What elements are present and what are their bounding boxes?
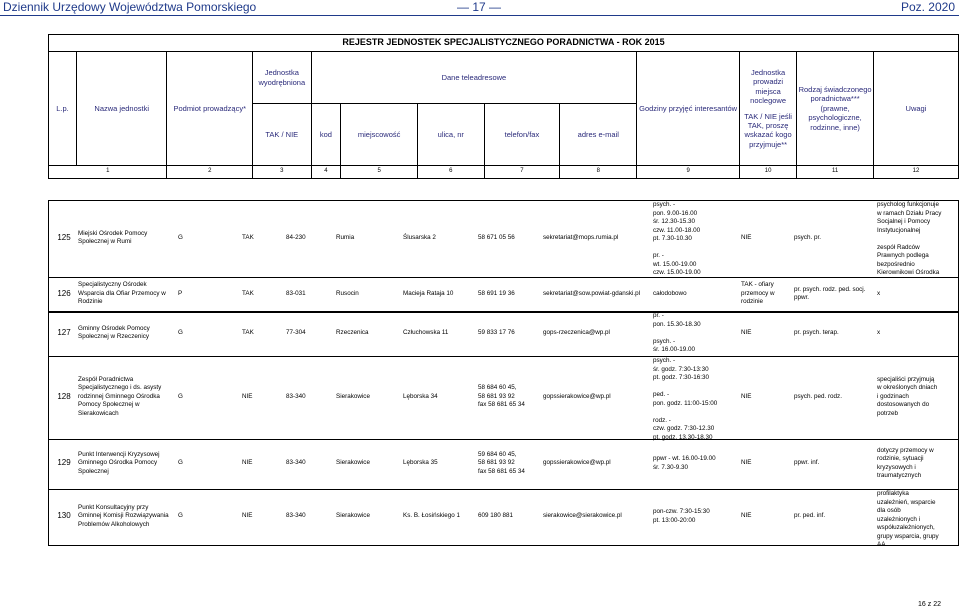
cell-line: x	[877, 328, 881, 336]
cell-notes	[877, 490, 959, 550]
cell-line: czw. 11.00-18.00	[653, 226, 701, 234]
cell-line	[653, 383, 739, 392]
cell-line: rodzinie, sytuacji	[877, 455, 924, 462]
colnum: 10	[739, 166, 796, 179]
cell-line: śr. 16.00-19.00	[653, 346, 696, 353]
cell-hours	[653, 508, 739, 525]
cell-line: psych. -	[653, 357, 676, 364]
cell-line: Instytucjonalnej	[877, 226, 921, 234]
cell-line: Zespół Poradnictwa	[78, 375, 134, 383]
cell-line: psych. -	[653, 337, 676, 345]
cell-operator: G	[178, 459, 183, 467]
header-separate-sub: TAK / NIE	[253, 104, 312, 166]
cell-line: Miejski Ośrodek Pomocy	[78, 229, 148, 237]
colnum: 11	[797, 166, 874, 179]
cell-overnight	[741, 459, 791, 468]
cell-code: 77-304	[286, 328, 306, 336]
cell-line: Społecznej	[78, 467, 109, 475]
cell-line: i godzinach	[877, 392, 909, 400]
cell-overnight	[741, 512, 791, 521]
cell-line	[653, 408, 739, 417]
cell-counsel	[794, 234, 876, 243]
column-numbers-row	[49, 166, 959, 179]
cell-city: Rumia	[336, 233, 355, 241]
cell-overnight	[741, 329, 791, 338]
cell-operator: G	[178, 328, 183, 336]
cell-email[interactable]: sekretariat@mops.rumia.pl	[543, 233, 619, 241]
cell-lp: 125	[57, 232, 71, 242]
cell-counsel	[794, 393, 876, 402]
position-number: Poz. 2020	[900, 0, 955, 14]
cell-counsel	[794, 329, 876, 338]
cell-line: śr. 7.30-9.30	[653, 463, 689, 471]
header-rule	[0, 15, 959, 16]
cell-hours	[653, 455, 739, 472]
cell-line: potrzeb	[877, 409, 899, 417]
cell-lp: 127	[57, 327, 71, 337]
cell-line: NIE	[741, 328, 752, 336]
page-of: 16 z 22	[918, 601, 941, 608]
cell-city: Sierakowice	[336, 459, 370, 467]
cell-line: bezpośrednio	[877, 260, 915, 268]
cell-hours	[653, 201, 739, 278]
cell-line: ped. -	[653, 391, 670, 398]
cell-line: 609 180 881	[478, 512, 514, 520]
cell-line: ppwr.	[794, 294, 810, 301]
cell-line: Gminnego Ośrodka Pomocy	[78, 459, 158, 467]
colnum: 8	[560, 166, 637, 179]
cell-line: psycholog funkcjonuje	[877, 201, 939, 208]
cell-name	[78, 504, 176, 530]
header-email: adres e-mail	[560, 104, 637, 166]
cell-name	[78, 451, 176, 477]
colnum: 2	[167, 166, 253, 179]
cell-hours	[653, 312, 739, 355]
cell-line: Społecznej w Rzeczenicy	[78, 333, 150, 340]
cell-line: uzależnień, wsparcie	[877, 498, 936, 506]
cell-phone	[478, 234, 542, 243]
colnum: 6	[418, 166, 484, 179]
cell-line: 58 681 93 92	[478, 459, 515, 467]
cell-line: NIE	[741, 392, 752, 400]
cell-city: Rzeczenica	[336, 328, 369, 336]
header-lp: L.p.	[49, 52, 77, 166]
cell-phone	[478, 512, 542, 521]
cell-line: x	[877, 289, 881, 297]
colnum: 3	[253, 166, 312, 179]
cell-code: 83-340	[286, 392, 306, 400]
cell-city: Sierakowice	[336, 392, 370, 400]
colnum: 1	[49, 166, 167, 179]
cell-overnight	[741, 281, 791, 307]
cell-line: Prawnych podlega	[877, 252, 929, 259]
cell-separate: TAK	[242, 233, 254, 241]
cell-lp: 130	[57, 511, 71, 521]
cell-line: pon. 15.30-18.30	[653, 320, 701, 328]
cell-overnight	[741, 393, 791, 402]
cell-line: śr. godz. 7:30-13:30	[653, 365, 709, 373]
cell-line: 58 671 05 56	[478, 233, 515, 241]
header-code: kod	[311, 104, 341, 166]
cell-line: rodzinnej Gminnego Ośrodka	[78, 392, 160, 400]
cell-line: pon-czw. 7:30-15:30	[653, 508, 710, 515]
cell-line: NIE	[741, 233, 752, 241]
cell-line: ppwr. inf.	[794, 459, 820, 467]
cell-line: 58 691 19 36	[478, 289, 515, 297]
cell-line: NIE	[741, 459, 752, 467]
cell-line	[877, 235, 959, 244]
header-hours: Godziny przyjęć interesantów	[637, 52, 740, 166]
cell-code: 83-340	[286, 459, 306, 467]
cell-separate: NIE	[242, 392, 253, 400]
cell-line: NIE	[741, 512, 752, 520]
header-operator: Podmiot prowadzący*	[167, 52, 253, 166]
cell-line: 58 681 93 92	[478, 392, 515, 400]
cell-phone	[478, 451, 542, 477]
cell-operator: P	[178, 289, 183, 297]
cell-line: pt. 7.30-10.30	[653, 235, 692, 242]
header-separate-unit: Jednostka wyodrębniona	[253, 52, 312, 104]
cell-notes	[877, 290, 959, 299]
cell-line: pt. godz. 7:30-16:30	[653, 374, 710, 381]
cell-line: Pomocy Społecznej w	[78, 401, 140, 409]
cell-line: Specjalistycznego i ds. asysty	[78, 384, 162, 392]
cell-line: psych. ped. rodz.	[794, 392, 842, 400]
cell-email[interactable]: sekretariat@sow.powiat-gdanski.pl	[543, 289, 641, 297]
cell-line: Społecznej w Rumi	[78, 238, 132, 245]
cell-line: profilaktyka	[877, 490, 909, 497]
cell-line: pt. 13:00-20:00	[653, 516, 696, 524]
cell-line: dostosowanych do	[877, 401, 930, 409]
cell-counsel	[794, 286, 876, 303]
cell-operator: G	[178, 392, 183, 400]
cell-name	[78, 281, 176, 307]
register-header	[48, 34, 959, 179]
cell-line: kryzysowych i	[877, 463, 916, 471]
cell-line	[653, 329, 739, 338]
cell-line: czw. godz. 7:30-12.30	[653, 425, 715, 432]
cell-operator: G	[178, 233, 183, 241]
cell-name	[78, 376, 176, 419]
page-number: — 17 —	[457, 0, 502, 14]
cell-line: Gminnej Komisji Rozwiązywania	[78, 512, 169, 520]
colnum: 9	[637, 166, 740, 179]
cell-hours	[653, 357, 739, 442]
cell-line: pon. godz. 11:00-15:00	[653, 399, 718, 407]
header-city: miejscowość	[341, 104, 418, 166]
cell-line: w określonych dniach	[877, 384, 938, 392]
cell-code: 84-230	[286, 233, 306, 241]
header-phone: telefon/fax	[484, 104, 560, 166]
cell-line: fax 58 681 65 34	[478, 401, 525, 409]
colnum: 7	[484, 166, 560, 179]
cell-line: Gminny Ośrodek Pomocy	[78, 324, 150, 332]
cell-line: pr. psych. terap.	[794, 328, 839, 336]
cell-city: Rusocin	[336, 289, 359, 297]
cell-line: dotyczy przemocy w	[877, 446, 934, 454]
cell-counsel	[794, 512, 876, 521]
cell-name	[78, 325, 176, 342]
cell-code: 83-340	[286, 512, 306, 520]
cell-line: Specjalistyczny Ośrodek	[78, 281, 147, 289]
cell-line: pr. ped. inf.	[794, 512, 826, 520]
cell-street: Lęborska 34	[403, 392, 438, 400]
cell-lp: 129	[57, 458, 71, 468]
cell-line: rodz. -	[653, 416, 671, 424]
cell-counsel	[794, 459, 876, 468]
colnum: 4	[311, 166, 341, 179]
cell-line: 59 833 17 76	[478, 328, 515, 336]
colnum: 5	[341, 166, 418, 179]
cell-separate: TAK	[242, 289, 254, 297]
cell-line: specjaliści przyjmują	[877, 375, 935, 383]
cell-line: wt. 15.00-19.00	[653, 260, 697, 268]
cell-line: 58 684 60 45,	[478, 384, 517, 392]
cell-line: ppwr - wt. 16.00-19.00	[653, 455, 716, 462]
cell-city: Sierakowice	[336, 512, 370, 520]
cell-email[interactable]: gopssierakowice@wp.pl	[543, 392, 611, 400]
cell-line: 59 684 60 45,	[478, 450, 517, 458]
cell-line: psych. -	[653, 201, 676, 208]
header-overnight-main: Jednostka prowadzi miejsca noclegowe	[750, 68, 787, 106]
cell-line: grupy wsparcia, grupy	[877, 532, 939, 540]
cell-line: pr. -	[653, 252, 664, 259]
cell-line: w ramach Działu Pracy	[877, 209, 942, 217]
cell-line: fax 58 681 65 34	[478, 467, 525, 475]
cell-line: traumatycznych	[877, 472, 922, 479]
cell-line: Punkt Interwencji Kryzysowej	[78, 450, 160, 458]
header-counsel: Rodzaj świadczonego poradnictwa*** (prawne, psychologiczne, rodzinne, inne)	[797, 52, 874, 166]
cell-separate: TAK	[242, 328, 254, 336]
cell-line: współuzależnionych,	[877, 524, 935, 531]
register-title: REJESTR JEDNOSTEK SPECJALISTYCZNEGO PORADNICTWA - ROK 2015	[49, 35, 959, 52]
header-address-group: Dane teleadresowe	[311, 52, 637, 104]
cell-line: przemocy w	[741, 289, 775, 297]
header-name: Nazwa jednostki	[76, 52, 167, 166]
cell-phone	[478, 329, 542, 338]
cell-line: Kierownikowi Ośrodka	[877, 269, 940, 276]
cell-street: Macieja Rataja 10	[403, 289, 454, 297]
cell-street: Ks. B. Łosińskiego 1	[403, 512, 461, 520]
header-street: ulica, nr	[418, 104, 484, 166]
cell-overnight	[741, 234, 791, 243]
cell-email[interactable]: gopssierakowice@wp.pl	[543, 459, 611, 467]
cell-line: pr. -	[653, 312, 664, 319]
cell-line: Rodzinie	[78, 298, 103, 306]
cell-notes	[877, 447, 959, 481]
cell-phone	[478, 384, 542, 410]
header-overnight	[739, 52, 796, 166]
header-notes: Uwagi	[873, 52, 958, 166]
cell-lp: 126	[57, 288, 71, 298]
cell-notes	[877, 329, 959, 338]
cell-separate: NIE	[242, 459, 253, 467]
cell-line: pr. psych. rodz. ped. socj.	[794, 285, 866, 293]
cell-line: rodzinie	[741, 298, 764, 306]
cell-street: Lęborska 35	[403, 459, 438, 467]
cell-line: AA	[877, 541, 886, 548]
cell-separate: NIE	[242, 512, 253, 520]
cell-notes	[877, 201, 959, 278]
cell-email[interactable]: sierakowice@sierakowice.pl	[543, 512, 622, 520]
cell-line: pt. godz. 13.30-18.30	[653, 433, 713, 441]
cell-street: Ślusarska 2	[403, 233, 436, 241]
cell-line: Sierakowicach	[78, 409, 119, 417]
cell-line: śr. 12.30-15.30	[653, 218, 696, 225]
cell-notes	[877, 376, 959, 419]
cell-code: 83-031	[286, 289, 306, 297]
cell-line: Punkt Konsultacyjny przy	[78, 503, 149, 511]
cell-line: TAK - ofiary	[741, 281, 774, 289]
cell-street: Człuchowska 11	[403, 328, 449, 336]
cell-email[interactable]: gops-rzeczenica@wp.pl	[543, 328, 610, 336]
cell-line: pon. 9.00-16.00	[653, 209, 698, 217]
cell-phone	[478, 290, 542, 299]
cell-line: Problemów Alkoholowych	[78, 520, 150, 528]
cell-line: uzależnionych i	[877, 515, 921, 523]
cell-line: zespół Radców	[877, 243, 920, 251]
colnum: 12	[873, 166, 958, 179]
cell-name	[78, 230, 176, 247]
cell-line: Wsparcia dla Ofiar Przemocy w	[78, 289, 166, 297]
cell-hours	[653, 290, 739, 299]
cell-lp: 128	[57, 391, 71, 401]
cell-line: całodobowo	[653, 289, 687, 297]
cell-line: Socjalnej i Pomocy	[877, 218, 931, 225]
header-overnight-sub: TAK / NIE jeśli TAK, proszę wskazać kogo przyjmuje**	[744, 111, 792, 149]
cell-line: psych. pr.	[794, 233, 821, 241]
cell-line: czw. 15.00-19.00	[653, 269, 701, 276]
publication-title: Dziennik Urzędowy Województwa Pomorskiego	[3, 0, 257, 14]
cell-line	[653, 244, 739, 253]
cell-operator: G	[178, 512, 183, 520]
cell-line: dla osób	[877, 507, 901, 514]
